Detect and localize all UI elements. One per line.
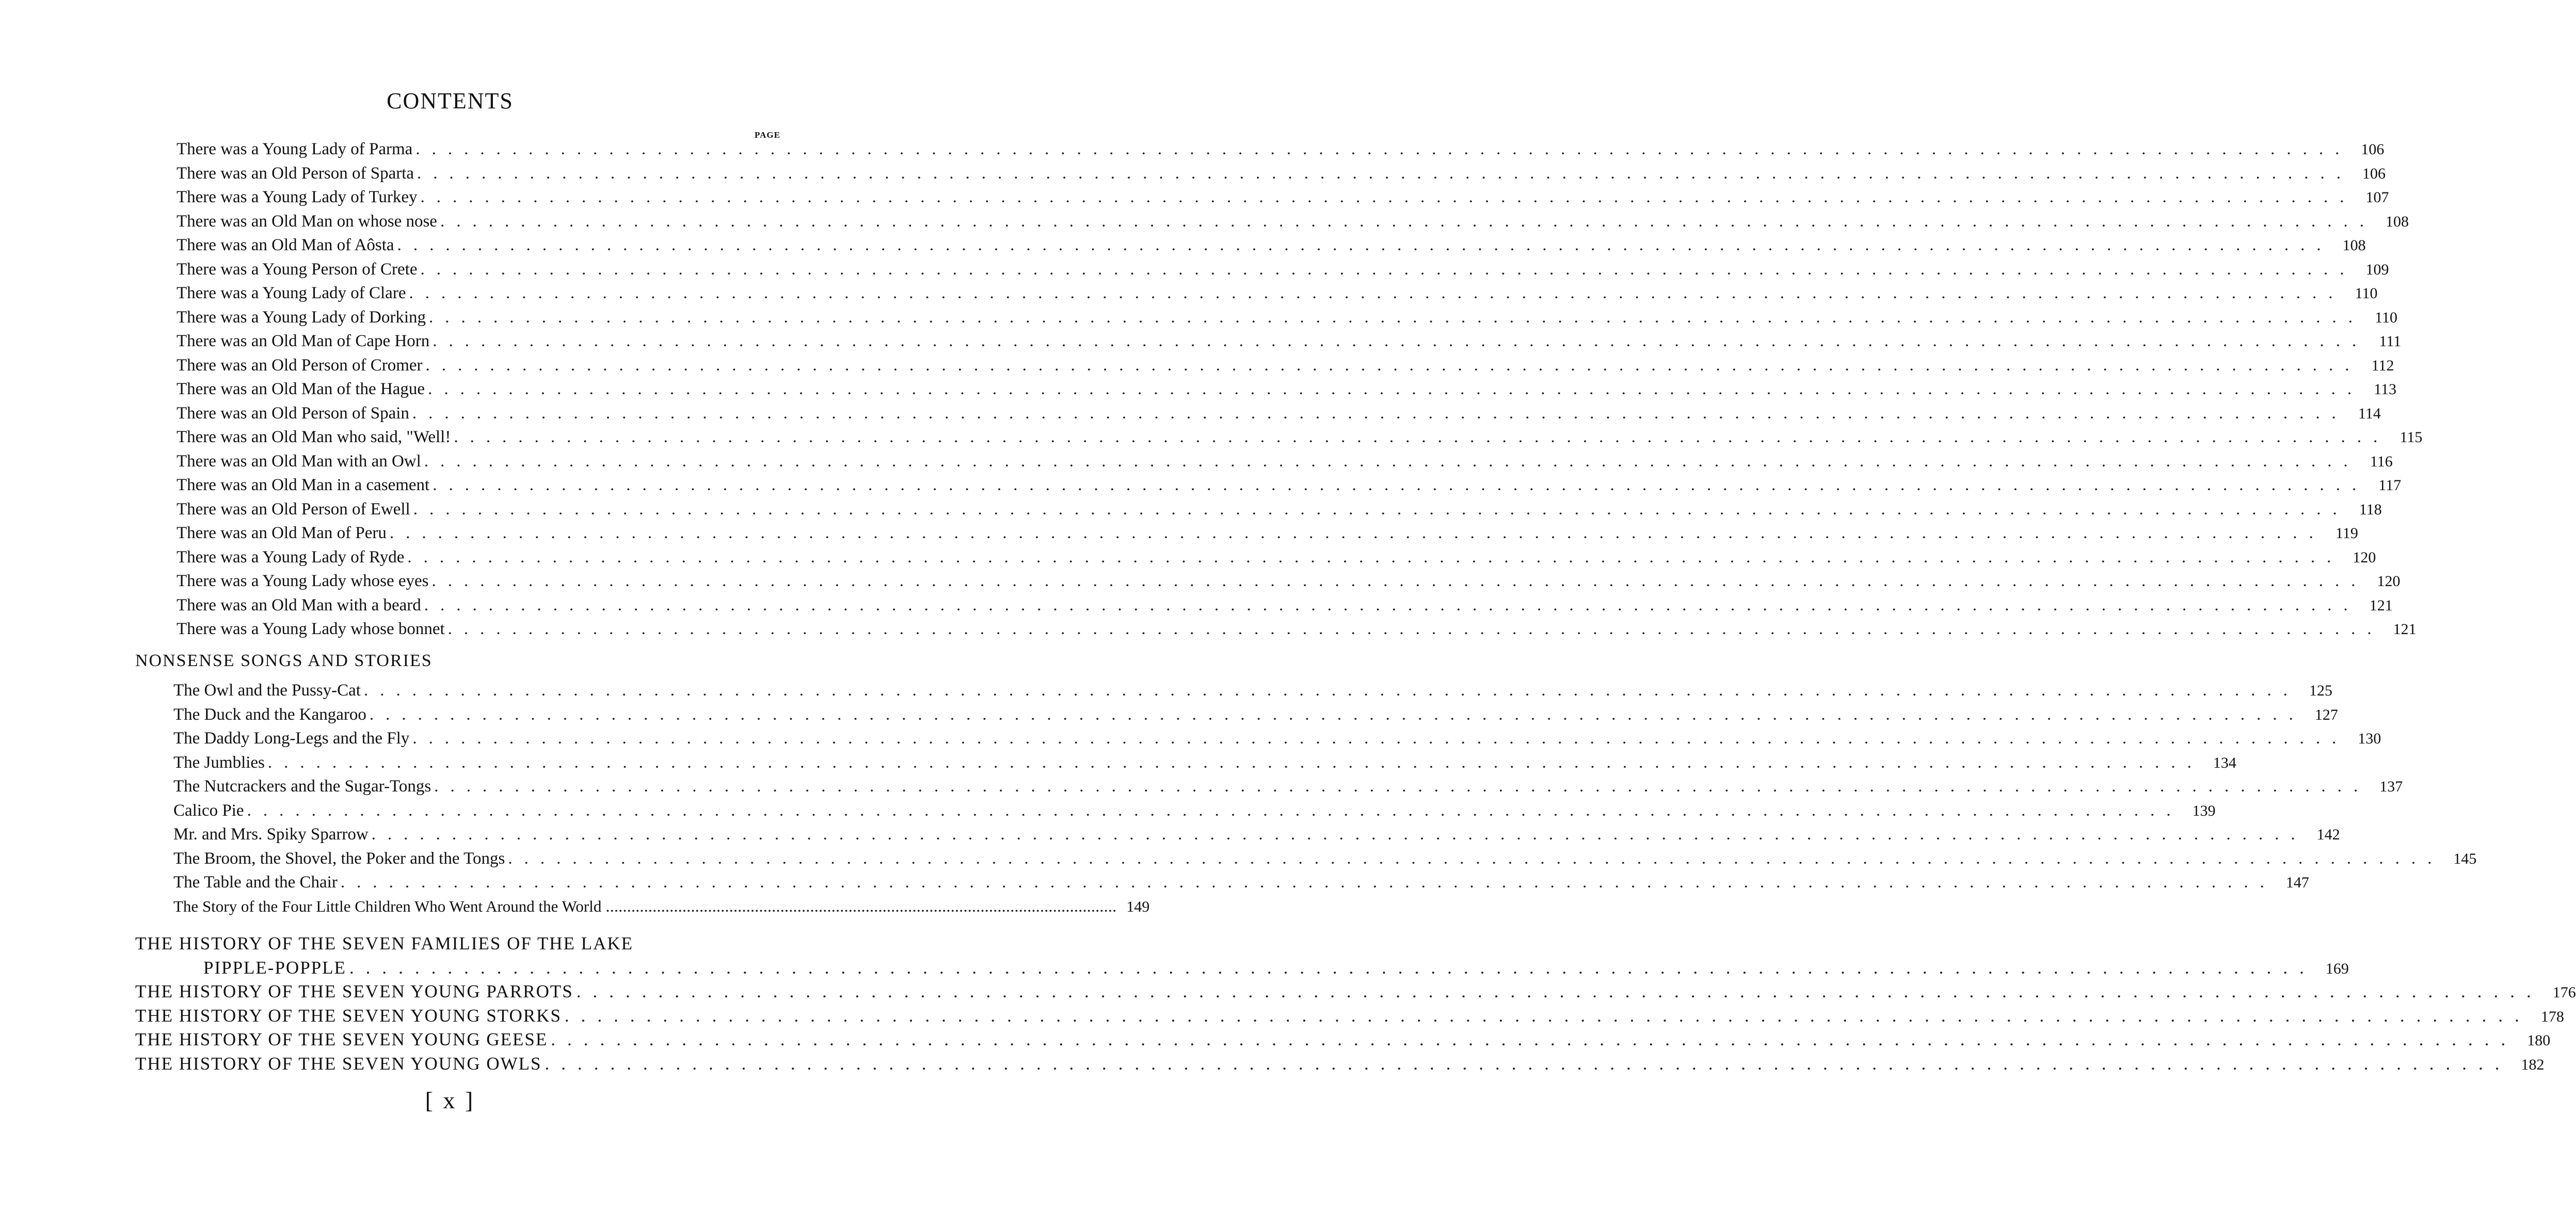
entry-title: There was an Old Person of Spain [177,403,409,423]
entry-page: 109 [2365,261,2389,278]
entry-title: There was an Old Person of Ewell [177,499,410,519]
toc-entry[interactable] [177,377,2397,401]
dot-leader: ........................................................................................................................ [576,981,2543,1001]
entry-title: There was an Old Man with an Owl [177,451,421,471]
entry-page: 139 [2192,802,2216,819]
toc-entry[interactable] [177,353,2394,378]
toc-entry[interactable] [177,329,2402,353]
toc-entry[interactable] [177,497,2382,522]
entry-page: 107 [2365,189,2389,206]
toc-entry[interactable] [177,425,2423,449]
entry-title: There was an Old Man in a casement [177,476,430,494]
dot-leader: ........................................................................................................................ [413,499,2349,519]
songs-list [173,678,2477,918]
toc-entry[interactable] [173,870,2309,895]
entry-title: The Duck and the Kangaroo [173,705,366,724]
page-folio: [ x ] [425,1087,475,1113]
entry-page: 106 [2362,165,2386,182]
entry-page: 110 [2355,285,2378,302]
dot-leader: ........................................................................................................................ [267,753,2203,772]
entry-page: 115 [2399,429,2423,446]
entry-title: There was an Old Man of the Hague [177,380,425,398]
entry-title: There was a Young Lady whose bonnet [177,620,445,638]
toc-entry[interactable] [173,822,2340,847]
dot-leader: ........................................................................................................................ [389,524,2325,542]
entry-title: PIPPLE-POPPLE [203,957,346,978]
dot-leader: ........................................................................................................................ [440,212,2376,231]
toc-entry[interactable] [177,257,2389,282]
entry-title: THE HISTORY OF THE SEVEN YOUNG OWLS [135,1053,542,1074]
entry-page: 112 [2371,357,2394,374]
entry-title: There was an Old Man of Peru [177,524,387,542]
entry-page: 111 [2379,333,2402,350]
entry-page: 108 [2342,237,2366,254]
entry-page: 169 [2325,960,2349,977]
entry-page: 113 [2374,381,2397,398]
entry-page: 114 [2358,405,2381,422]
entry-page: 120 [2377,573,2401,590]
toc-entry[interactable] [177,449,2393,474]
entry-title: There was an Old Person of Sparta [177,164,414,183]
dot-leader: ........................................................................................................................ [363,681,2299,700]
entry-page: 180 [2527,1032,2551,1049]
dot-leader: ........................................................................................................................ [349,957,2316,978]
toc-entry[interactable] [173,799,2216,823]
histories-list [135,932,2576,1076]
dot-leader: ........................................................................................................................ [409,284,2345,302]
entry-title: There was a Young Lady of Turkey [177,188,418,206]
toc-entry-lake-line1[interactable]: THE HISTORY OF THE SEVEN FAMILIES OF THE LAKE [135,933,634,953]
page-title: CONTENTS [387,88,514,114]
dot-leader: ........................................................................................................................ [371,825,2307,844]
toc-entry[interactable] [177,305,2397,330]
page-column-label: PAGE [755,130,780,140]
toc-entry[interactable] [177,569,2401,593]
entry-page: 125 [2309,682,2332,699]
dot-leader: ........................................................................................................................ [417,164,2353,183]
dot-leader: ........................................................................................................................ [420,260,2356,279]
dot-leader: ........................................................................................................................ [551,1029,2518,1049]
toc-entry[interactable] [135,980,2576,1004]
entry-page: 116 [2370,452,2393,470]
dot-leader: ........................................................................................................................ [605,897,1117,916]
entry-title: There was an Old Man of Aôsta [177,236,394,254]
toc-entry[interactable] [177,521,2358,545]
entry-page: 178 [2540,1008,2564,1025]
dot-leader: ........................................................................................................................ [340,873,2276,892]
toc-entry[interactable] [173,895,1150,919]
entry-page: 130 [2358,730,2381,747]
dot-leader: ........................................................................................................................ [431,572,2367,590]
dot-leader: ........................................................................................................................ [434,777,2370,796]
toc-entry[interactable] [173,726,2381,751]
entry-page: 118 [2359,500,2382,518]
dot-leader: ........................................................................................................................ [420,188,2356,206]
toc-entry[interactable] [177,401,2381,426]
entry-title: The Daddy Long-Legs and the Fly [173,729,410,748]
entry-page: 106 [2361,141,2385,158]
entry-title: The Story of the Four Little Children Who Went Around the World [173,897,602,915]
limericks-list [177,137,2423,641]
entry-title: THE HISTORY OF THE SEVEN YOUNG PARROTS [135,981,573,1001]
toc-entry[interactable] [173,751,2236,775]
entry-title: There was a Young Lady of Ryde [177,547,405,567]
dot-leader: ........................................................................................................................ [545,1053,2511,1074]
entry-page: 120 [2353,548,2376,566]
toc-entry[interactable] [173,774,2403,799]
toc-entry[interactable] [173,703,2338,727]
dot-leader: ........................................................................................................................ [428,380,2364,398]
entry-title: THE HISTORY OF THE SEVEN YOUNG GEESE [135,1029,548,1049]
toc-entry[interactable] [177,593,2393,618]
dot-leader: ........................................................................................................................ [425,355,2361,375]
dot-leader: ........................................................................................................................ [415,140,2351,158]
entry-page: 119 [2335,525,2358,542]
dot-leader: ........................................................................................................................ [397,236,2333,254]
entry-title: The Owl and the Pussy-Cat [173,681,361,700]
entry-page: 147 [2285,874,2309,891]
entry-title: There was an Old Man of Cape Horn [177,332,430,350]
entry-page: 121 [2369,596,2393,614]
toc-entry[interactable] [173,678,2332,703]
entry-page: 110 [2375,309,2397,326]
entry-title: Calico Pie [173,801,244,820]
entry-page: 117 [2378,477,2402,494]
entry-title: There was an Old Man on whose nose [177,212,437,231]
dot-leader: ........................................................................................................................ [429,308,2364,327]
entry-page: 182 [2521,1056,2545,1073]
entry-title: THE HISTORY OF THE SEVEN YOUNG STORKS [135,1005,562,1026]
entry-title: There was a Young Lady of Dorking [177,308,426,327]
entry-page: 108 [2385,213,2409,230]
section-heading-songs: NONSENSE SONGS AND STORIES [135,651,433,670]
entry-title: There was a Young Lady whose eyes [177,572,429,590]
toc-entry[interactable] [177,233,2366,257]
entry-title: There was a Young Lady of Clare [177,284,406,302]
toc-entry[interactable] [135,1004,2564,1028]
dot-leader: ........................................................................................................................ [433,332,2369,350]
entry-title: There was an Old Man with a beard [177,595,421,614]
entry-page: 127 [2314,706,2338,723]
entry-page: 121 [2393,621,2417,638]
entry-title: Mr. and Mrs. Spiky Sparrow [173,825,369,844]
dot-leader: ........................................................................................................................ [454,428,2390,446]
toc-entry[interactable] [177,473,2402,497]
entry-page: 149 [1126,898,1150,915]
toc-entry[interactable] [135,1052,2545,1076]
entry-title: The Nutcrackers and the Sugar-Tongs [173,777,431,796]
dot-leader: ........................................................................................................................ [412,729,2348,748]
entry-title: There was a Young Lady of Parma [177,140,413,158]
dot-leader: ........................................................................................................................ [564,1005,2531,1026]
dot-leader: ........................................................................................................................ [508,849,2444,868]
toc-entry[interactable] [177,545,2376,570]
toc-entry[interactable] [177,185,2389,209]
entry-title: There was an Old Man who said, "Well! [177,428,451,446]
dot-leader: ........................................................................................................................ [424,451,2360,471]
entry-title: The Broom, the Shovel, the Poker and the Tongs [173,849,505,868]
toc-entry[interactable] [177,281,2378,305]
toc-entry[interactable] [177,161,2386,186]
entry-page: 176 [2552,984,2576,1001]
dot-leader: ........................................................................................................................ [447,620,2383,638]
toc-entry[interactable] [135,956,2349,980]
entry-page: 137 [2379,778,2403,795]
toc-entry[interactable] [177,209,2409,234]
dot-leader: ........................................................................................................................ [433,476,2369,494]
toc-entry[interactable] [177,617,2417,641]
dot-leader: ........................................................................................................................ [247,801,2183,820]
entry-title: There was an Old Person of Cromer [177,355,423,375]
entry-title: The Jumblies [173,753,265,772]
dot-leader: ........................................................................................................................ [424,595,2360,614]
entry-title: There was a Young Person of Crete [177,260,418,279]
dot-leader: ........................................................................................................................ [369,705,2305,724]
toc-entry[interactable] [177,137,2385,161]
dot-leader: ........................................................................................................................ [412,403,2348,423]
entry-page: 134 [2213,754,2236,771]
entry-page: 142 [2316,826,2340,843]
dot-leader: ........................................................................................................................ [407,547,2343,567]
entry-title: The Table and the Chair [173,873,338,892]
toc-entry[interactable] [173,847,2477,871]
toc-entry[interactable] [135,1028,2551,1052]
entry-page: 145 [2453,850,2477,867]
